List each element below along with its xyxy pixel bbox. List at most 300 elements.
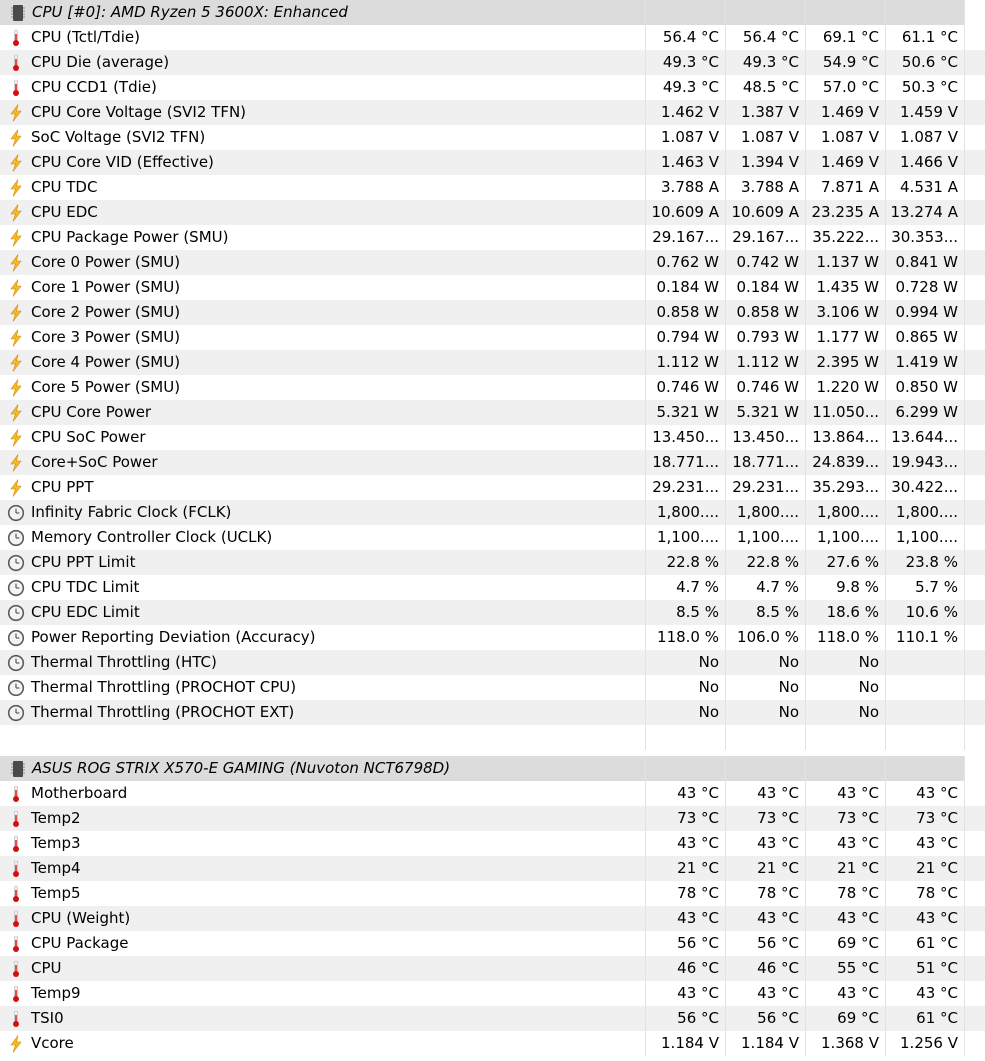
clock-icon [7, 529, 25, 547]
minimum-value: 0.793 W [725, 325, 805, 350]
sensor-row[interactable] [0, 100, 985, 125]
sensor-label: Core 2 Power (SMU) [31, 303, 181, 321]
sensor-row[interactable] [0, 1031, 985, 1056]
sensor-name-cell [0, 75, 645, 100]
average-value: 73 °C [885, 806, 965, 831]
sensor-row[interactable] [0, 956, 985, 981]
current-value: 8.5 % [645, 600, 725, 625]
maximum-value: 78 °C [805, 881, 885, 906]
average-value: 10.6 % [885, 600, 965, 625]
current-value: 43 °C [645, 906, 725, 931]
current-value: 1.463 V [645, 150, 725, 175]
current-value: No [645, 675, 725, 700]
current-value: 13.450... [645, 425, 725, 450]
sensor-label: Memory Controller Clock (UCLK) [31, 528, 273, 546]
lightning-icon [7, 454, 25, 472]
sensor-name-cell [0, 25, 645, 50]
average-value: 19.943... [885, 450, 965, 475]
sensor-row[interactable] [0, 906, 985, 931]
thermometer-icon [7, 79, 25, 97]
lightning-icon [7, 129, 25, 147]
spacer-cell [645, 725, 725, 750]
current-value: 5.321 W [645, 400, 725, 425]
average-value: 0.994 W [885, 300, 965, 325]
average-value: 1.466 V [885, 150, 965, 175]
sensor-row[interactable] [0, 831, 985, 856]
sensor-label: CPU Core Voltage (SVI2 TFN) [31, 103, 247, 121]
thermometer-icon [7, 935, 25, 953]
current-value: 3.788 A [645, 175, 725, 200]
maximum-value: 11.050... [805, 400, 885, 425]
clock-icon [7, 654, 25, 672]
average-value: 21 °C [885, 856, 965, 881]
thermometer-icon [7, 960, 25, 978]
spacer-cell [885, 725, 965, 750]
sensor-label: Vcore [31, 1034, 74, 1052]
sensor-name-cell [0, 550, 645, 575]
sensor-label: CPU Package [31, 934, 129, 952]
minimum-value: 43 °C [725, 906, 805, 931]
average-value: 1.087 V [885, 125, 965, 150]
sensor-label: Temp9 [31, 984, 81, 1002]
maximum-value: 43 °C [805, 781, 885, 806]
spacer-row [0, 725, 985, 750]
sensor-name-cell [0, 1031, 645, 1056]
average-value: 43 °C [885, 781, 965, 806]
sensor-label: Core+SoC Power [31, 453, 158, 471]
minimum-value: 18.771... [725, 450, 805, 475]
sensor-label: CPU (Weight) [31, 909, 131, 927]
current-value: No [645, 700, 725, 725]
sensor-label: Core 5 Power (SMU) [31, 378, 181, 396]
lightning-icon [7, 404, 25, 422]
lightning-icon [7, 179, 25, 197]
current-value: 1,100.... [645, 525, 725, 550]
maximum-value: 69 °C [805, 1006, 885, 1031]
sensor-name-cell [0, 856, 645, 881]
current-value: 56.4 °C [645, 25, 725, 50]
section-header[interactable] [0, 0, 985, 25]
minimum-value: 22.8 % [725, 550, 805, 575]
sensor-name-cell [0, 650, 645, 675]
current-value: 10.609 A [645, 200, 725, 225]
current-value: 49.3 °C [645, 75, 725, 100]
clock-icon [7, 604, 25, 622]
sensor-name-cell [0, 225, 645, 250]
average-value: 13.644... [885, 425, 965, 450]
current-value: 43 °C [645, 831, 725, 856]
sensor-row[interactable] [0, 600, 985, 625]
lightning-icon [7, 429, 25, 447]
current-value: 0.858 W [645, 300, 725, 325]
sensor-row[interactable] [0, 375, 985, 400]
current-value: 1.112 W [645, 350, 725, 375]
section-header-value-cell [805, 0, 885, 25]
minimum-value: No [725, 650, 805, 675]
maximum-value: 13.864... [805, 425, 885, 450]
sensor-row[interactable] [0, 475, 985, 500]
minimum-value: 21 °C [725, 856, 805, 881]
current-value: 29.231... [645, 475, 725, 500]
maximum-value: No [805, 650, 885, 675]
current-value: 0.794 W [645, 325, 725, 350]
sensor-label: Temp3 [31, 834, 81, 852]
section-header[interactable] [0, 756, 985, 781]
current-value: 1.184 V [645, 1031, 725, 1056]
sensor-row[interactable] [0, 500, 985, 525]
sensor-row[interactable] [0, 325, 985, 350]
average-value: 61 °C [885, 931, 965, 956]
sensor-row[interactable] [0, 25, 985, 50]
minimum-value: 3.788 A [725, 175, 805, 200]
minimum-value: 78 °C [725, 881, 805, 906]
maximum-value: 7.871 A [805, 175, 885, 200]
maximum-value: 35.293... [805, 475, 885, 500]
maximum-value: 54.9 °C [805, 50, 885, 75]
clock-icon [7, 554, 25, 572]
current-value: 0.184 W [645, 275, 725, 300]
minimum-value: No [725, 675, 805, 700]
sensor-row[interactable] [0, 650, 985, 675]
lightning-icon [7, 304, 25, 322]
sensor-row[interactable] [0, 856, 985, 881]
sensor-row[interactable] [0, 125, 985, 150]
clock-icon [7, 579, 25, 597]
average-value: 50.6 °C [885, 50, 965, 75]
sensor-label: Motherboard [31, 784, 128, 802]
clock-icon [7, 629, 25, 647]
sensor-name-cell [0, 200, 645, 225]
current-value: 21 °C [645, 856, 725, 881]
current-value: 78 °C [645, 881, 725, 906]
current-value: 46 °C [645, 956, 725, 981]
sensor-name-cell [0, 956, 645, 981]
sensor-row[interactable] [0, 525, 985, 550]
maximum-value: 9.8 % [805, 575, 885, 600]
maximum-value: 69.1 °C [805, 25, 885, 50]
maximum-value: 18.6 % [805, 600, 885, 625]
average-value: 51 °C [885, 956, 965, 981]
sensor-name-cell [0, 500, 645, 525]
sensor-row[interactable] [0, 781, 985, 806]
sensor-label: CPU [31, 959, 62, 977]
minimum-value: 4.7 % [725, 575, 805, 600]
sensor-name-cell [0, 125, 645, 150]
average-value: 50.3 °C [885, 75, 965, 100]
lightning-icon [7, 154, 25, 172]
average-value: 43 °C [885, 831, 965, 856]
thermometer-icon [7, 785, 25, 803]
minimum-value: 1.394 V [725, 150, 805, 175]
thermometer-icon [7, 985, 25, 1003]
current-value: 0.746 W [645, 375, 725, 400]
current-value: 1.462 V [645, 100, 725, 125]
sensor-name-cell [0, 475, 645, 500]
current-value: 43 °C [645, 781, 725, 806]
average-value: 4.531 A [885, 175, 965, 200]
lightning-icon [7, 254, 25, 272]
lightning-icon [7, 379, 25, 397]
minimum-value: 48.5 °C [725, 75, 805, 100]
minimum-value: 1.387 V [725, 100, 805, 125]
sensor-label: Power Reporting Deviation (Accuracy) [31, 628, 316, 646]
average-value: 5.7 % [885, 575, 965, 600]
spacer-cell [725, 725, 805, 750]
sensor-name-cell [0, 100, 645, 125]
minimum-value: 1.112 W [725, 350, 805, 375]
sensor-row[interactable] [0, 675, 985, 700]
average-value [885, 650, 965, 675]
current-value: 56 °C [645, 1006, 725, 1031]
average-value: 13.274 A [885, 200, 965, 225]
sensor-name-cell [0, 450, 645, 475]
spacer-cell [805, 725, 885, 750]
maximum-value: 43 °C [805, 981, 885, 1006]
minimum-value: 73 °C [725, 806, 805, 831]
sensor-label: Thermal Throttling (HTC) [31, 653, 217, 671]
section-header-value-cell [885, 756, 965, 781]
average-value: 30.353... [885, 225, 965, 250]
average-value: 43 °C [885, 906, 965, 931]
sensor-row[interactable] [0, 575, 985, 600]
sensor-row[interactable] [0, 931, 985, 956]
clock-icon [7, 704, 25, 722]
minimum-value: 1,100.... [725, 525, 805, 550]
sensor-name-cell [0, 425, 645, 450]
section-header-cell [0, 756, 645, 781]
thermometer-icon [7, 29, 25, 47]
maximum-value: 1.087 V [805, 125, 885, 150]
sensor-row[interactable] [0, 350, 985, 375]
average-value: 61 °C [885, 1006, 965, 1031]
sensor-row[interactable] [0, 75, 985, 100]
sensor-name-cell [0, 981, 645, 1006]
lightning-icon [7, 1035, 25, 1053]
minimum-value: 1,800.... [725, 500, 805, 525]
sensor-row[interactable] [0, 175, 985, 200]
minimum-value: 5.321 W [725, 400, 805, 425]
sensor-name-cell [0, 400, 645, 425]
sensor-label: Temp5 [31, 884, 81, 902]
maximum-value: 73 °C [805, 806, 885, 831]
thermometer-icon [7, 54, 25, 72]
sensor-label: CPU EDC Limit [31, 603, 140, 621]
minimum-value: 43 °C [725, 981, 805, 1006]
sensor-label: CPU EDC [31, 203, 98, 221]
thermometer-icon [7, 910, 25, 928]
sensor-row[interactable] [0, 400, 985, 425]
thermometer-icon [7, 835, 25, 853]
average-value: 0.728 W [885, 275, 965, 300]
average-value: 1.419 W [885, 350, 965, 375]
average-value: 1,800.... [885, 500, 965, 525]
sensor-row[interactable] [0, 625, 985, 650]
sensor-name-cell [0, 1006, 645, 1031]
minimum-value: 43 °C [725, 831, 805, 856]
average-value: 1,100.... [885, 525, 965, 550]
sensor-name-cell [0, 700, 645, 725]
sensor-row[interactable] [0, 881, 985, 906]
sensor-label: CPU (Tctl/Tdie) [31, 28, 141, 46]
sensor-name-cell [0, 806, 645, 831]
thermometer-icon [7, 860, 25, 878]
minimum-value: 56 °C [725, 931, 805, 956]
minimum-value: 1.184 V [725, 1031, 805, 1056]
sensor-label: Infinity Fabric Clock (FCLK) [31, 503, 232, 521]
sensor-row[interactable] [0, 425, 985, 450]
sensor-label: Thermal Throttling (PROCHOT CPU) [31, 678, 297, 696]
minimum-value: 43 °C [725, 781, 805, 806]
section-title: ASUS ROG STRIX X570-E GAMING (Nuvoton NCT6798D) [32, 759, 451, 777]
sensor-label: Thermal Throttling (PROCHOT EXT) [31, 703, 295, 721]
thermometer-icon [7, 810, 25, 828]
sensor-row[interactable] [0, 450, 985, 475]
sensor-name-cell [0, 175, 645, 200]
average-value: 1.459 V [885, 100, 965, 125]
maximum-value: 57.0 °C [805, 75, 885, 100]
current-value: No [645, 650, 725, 675]
maximum-value: 21 °C [805, 856, 885, 881]
section-header-value-cell [885, 0, 965, 25]
sensor-name-cell [0, 781, 645, 806]
section-title: CPU [#0]: AMD Ryzen 5 3600X: Enhanced [32, 3, 348, 21]
sensor-row[interactable] [0, 700, 985, 725]
sensor-name-cell [0, 325, 645, 350]
minimum-value: 13.450... [725, 425, 805, 450]
minimum-value: 1.087 V [725, 125, 805, 150]
section-header-value-cell [645, 756, 725, 781]
minimum-value: 49.3 °C [725, 50, 805, 75]
chip-icon [9, 760, 27, 778]
sensor-label: Temp2 [31, 809, 81, 827]
sensor-row[interactable] [0, 50, 985, 75]
maximum-value: 1.469 V [805, 100, 885, 125]
maximum-value: 1,100.... [805, 525, 885, 550]
maximum-value: 118.0 % [805, 625, 885, 650]
sensor-name-cell [0, 931, 645, 956]
lightning-icon [7, 204, 25, 222]
sensor-name-cell [0, 275, 645, 300]
minimum-value: No [725, 700, 805, 725]
maximum-value: 1.177 W [805, 325, 885, 350]
clock-icon [7, 504, 25, 522]
average-value: 110.1 % [885, 625, 965, 650]
maximum-value: 1.435 W [805, 275, 885, 300]
minimum-value: 29.167... [725, 225, 805, 250]
sensor-label: CPU Die (average) [31, 53, 170, 71]
sensor-row[interactable] [0, 300, 985, 325]
minimum-value: 0.858 W [725, 300, 805, 325]
sensor-label: SoC Voltage (SVI2 TFN) [31, 128, 206, 146]
current-value: 49.3 °C [645, 50, 725, 75]
lightning-icon [7, 354, 25, 372]
maximum-value: 24.839... [805, 450, 885, 475]
sensor-label: Core 3 Power (SMU) [31, 328, 181, 346]
maximum-value: No [805, 675, 885, 700]
minimum-value: 56 °C [725, 1006, 805, 1031]
sensor-label: Core 4 Power (SMU) [31, 353, 181, 371]
sensor-row[interactable] [0, 150, 985, 175]
current-value: 22.8 % [645, 550, 725, 575]
maximum-value: 1,800.... [805, 500, 885, 525]
average-value: 1.256 V [885, 1031, 965, 1056]
sensor-row[interactable] [0, 550, 985, 575]
lightning-icon [7, 479, 25, 497]
section-header-value-cell [725, 756, 805, 781]
section-header-value-cell [805, 756, 885, 781]
sensor-name-cell [0, 150, 645, 175]
current-value: 29.167... [645, 225, 725, 250]
sensor-name-cell [0, 375, 645, 400]
maximum-value: 2.395 W [805, 350, 885, 375]
sensor-name-cell [0, 300, 645, 325]
minimum-value: 8.5 % [725, 600, 805, 625]
minimum-value: 10.609 A [725, 200, 805, 225]
sensor-name-cell [0, 906, 645, 931]
sensor-name-cell [0, 625, 645, 650]
sensor-name-cell [0, 575, 645, 600]
average-value: 30.422... [885, 475, 965, 500]
lightning-icon [7, 229, 25, 247]
sensor-row[interactable] [0, 806, 985, 831]
sensor-row[interactable] [0, 1006, 985, 1031]
maximum-value: 55 °C [805, 956, 885, 981]
maximum-value: 1.469 V [805, 150, 885, 175]
maximum-value: 27.6 % [805, 550, 885, 575]
lightning-icon [7, 279, 25, 297]
current-value: 18.771... [645, 450, 725, 475]
minimum-value: 0.742 W [725, 250, 805, 275]
current-value: 0.762 W [645, 250, 725, 275]
minimum-value: 0.184 W [725, 275, 805, 300]
clock-icon [7, 679, 25, 697]
current-value: 43 °C [645, 981, 725, 1006]
maximum-value: 3.106 W [805, 300, 885, 325]
maximum-value: 35.222... [805, 225, 885, 250]
sensor-row[interactable] [0, 200, 985, 225]
current-value: 1.087 V [645, 125, 725, 150]
sensor-row[interactable] [0, 250, 985, 275]
lightning-icon [7, 104, 25, 122]
sensor-label: CPU Package Power (SMU) [31, 228, 229, 246]
average-value [885, 700, 965, 725]
maximum-value: 43 °C [805, 831, 885, 856]
current-value: 73 °C [645, 806, 725, 831]
average-value: 0.865 W [885, 325, 965, 350]
sensor-row[interactable] [0, 275, 985, 300]
sensor-row[interactable] [0, 981, 985, 1006]
current-value: 118.0 % [645, 625, 725, 650]
section-header-cell [0, 0, 645, 25]
sensor-label: CPU SoC Power [31, 428, 146, 446]
lightning-icon [7, 329, 25, 347]
sensor-row[interactable] [0, 225, 985, 250]
average-value: 61.1 °C [885, 25, 965, 50]
thermometer-icon [7, 885, 25, 903]
average-value: 6.299 W [885, 400, 965, 425]
section-header-value-cell [645, 0, 725, 25]
maximum-value: 23.235 A [805, 200, 885, 225]
sensor-label: CPU PPT Limit [31, 553, 136, 571]
maximum-value: 69 °C [805, 931, 885, 956]
sensor-name-cell [0, 525, 645, 550]
maximum-value: 1.220 W [805, 375, 885, 400]
sensor-name-cell [0, 250, 645, 275]
sensor-name-cell [0, 600, 645, 625]
sensor-label: CPU Core Power [31, 403, 152, 421]
section-header-value-cell [725, 0, 805, 25]
minimum-value: 106.0 % [725, 625, 805, 650]
